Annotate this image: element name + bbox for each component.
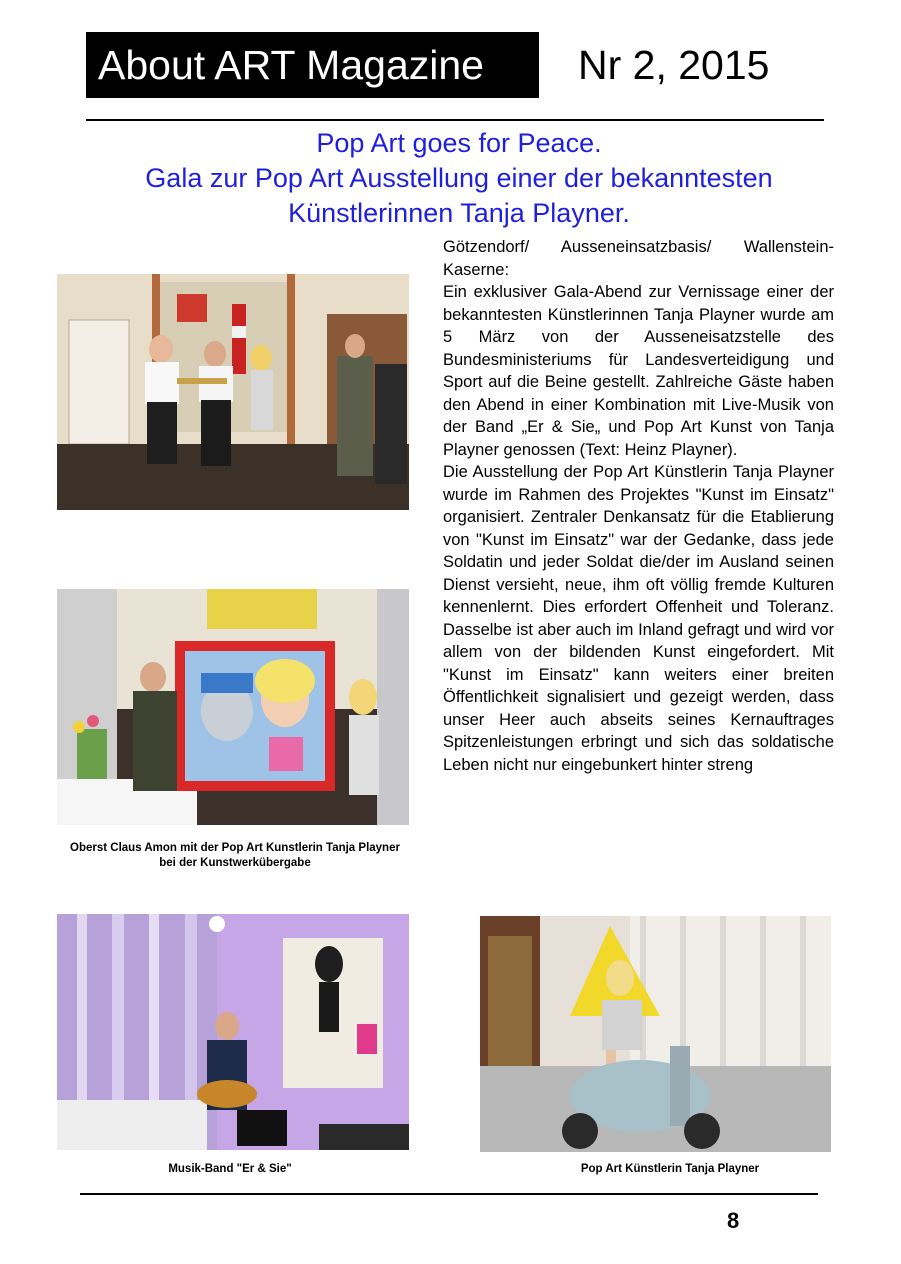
issue-number: Nr 2, 2015 — [578, 42, 770, 88]
article-paragraph-2: Ein exklusiver Gala-Abend zur Vernissage einer der bekanntesten Künstlerinnen Tanja Playner wurde am 5 März von der Ausseneisatzstelle des Bundesministeriums für Landesverteidigung und Sport auf die Beine gestellt. Zahlreiche Gäste haben den Abend in einer Kombination mit Live-Musik von der Band „Er & Sie„ und Pop Art Kunst von Tanja Playner genossen (Text: Heinz Playner). — [443, 283, 834, 459]
bottom-divider — [80, 1193, 818, 1195]
headline-line-3: Künstlerinnen Tanja Playner. — [288, 198, 630, 228]
article-paragraph-3: Die Ausstellung der Pop Art Künstlerin Tanja Playner wurde im Rahmen des Projektes "Kunst im Einsatz" organisiert. Zentraler Denkansatz für die Etablierung von "Kunst im Einsatz" war der Gedanke, dass jede Soldatin und jeder Soldat die/der im Ausland seinen Dienst versieht, neue, ihm oft völlig fremde Kulturen kennenlernt. Dies erfordert Offenheit und Toleranz. Dasselbe ist aber auch im Inland gefragt und wird vor allem von der bildenden Kunst eingefordert. Mit "Kunst im Einsatz" kann weiters einer breiten Öffentlichkeit signalisiert und gezeigt werden, dass unser Heer auch abseits seines Kernauftrages Spitzenleistungen erbringt und sich das soldatische Leben nicht nur eingebunkert hinter streng — [443, 463, 834, 774]
photo-artist-scooter — [480, 916, 831, 1152]
caption-artwork-handover: Oberst Claus Amon mit der Pop Art Kunstlerin Tanja Playner bei der Kunstwerkübergabe — [70, 842, 400, 869]
headline-line-1: Pop Art goes for Peace. — [316, 128, 602, 158]
headline-line-2: Gala zur Pop Art Ausstellung einer der bekanntesten — [145, 163, 773, 193]
article-paragraph-1: Götzendorf/ Ausseneinsatzbasis/ Wallenstein-Kaserne: — [443, 238, 834, 279]
photo-music-band — [57, 914, 409, 1150]
photo-gala-reception — [57, 274, 409, 510]
page-number: 8 — [727, 1208, 740, 1233]
photo-artwork-handover — [57, 589, 409, 825]
article-body — [443, 236, 834, 776]
magazine-title: About ART Magazine — [86, 32, 539, 98]
article-headline — [40, 126, 878, 231]
caption-music-band: Musik-Band "Er & Sie" — [168, 1163, 292, 1175]
top-divider — [86, 119, 824, 121]
caption-artist-scooter: Pop Art Künstlerin Tanja Playner — [580, 1163, 760, 1175]
